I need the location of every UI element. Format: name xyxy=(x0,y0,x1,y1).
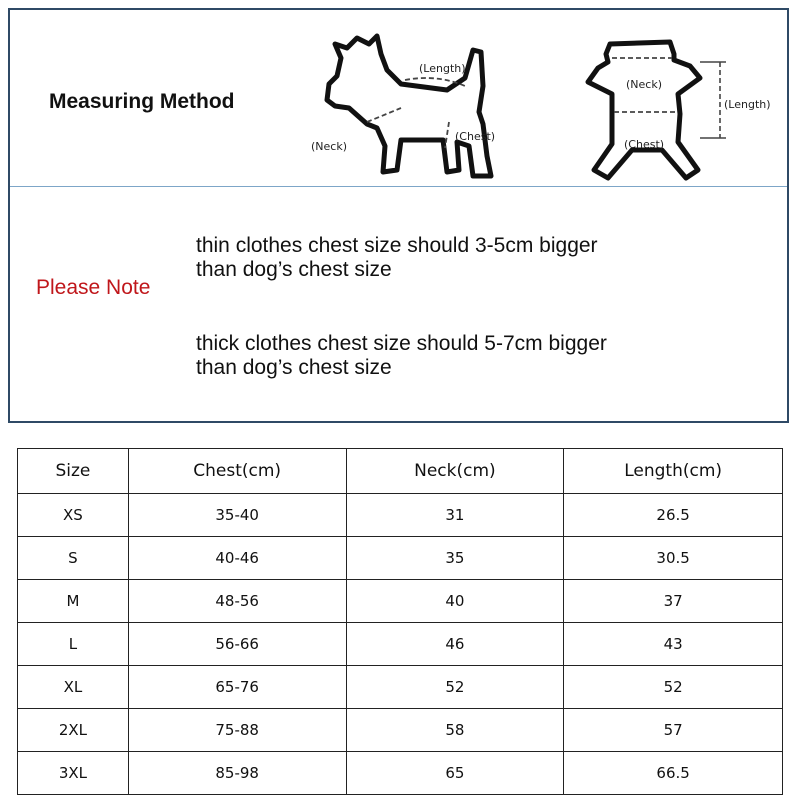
dog-neck-label: (Neck) xyxy=(311,140,347,153)
cell-chest: 56-66 xyxy=(128,623,346,666)
thin-note-line-1: thin clothes chest size should 3-5cm bigger xyxy=(196,234,598,257)
cell-neck: 46 xyxy=(346,623,564,666)
cell-chest: 65-76 xyxy=(128,666,346,709)
cell-size: M xyxy=(18,580,129,623)
thick-note-line-1: thick clothes chest size should 5-7cm bigger xyxy=(196,332,607,355)
header-length: Length(cm) xyxy=(564,449,783,494)
cell-size: L xyxy=(18,623,129,666)
cell-chest: 75-88 xyxy=(128,709,346,752)
cell-neck: 35 xyxy=(346,537,564,580)
please-note-label: Please Note xyxy=(36,276,151,299)
cell-length: 52 xyxy=(564,666,783,709)
garment-length-label: (Length) xyxy=(724,98,771,111)
size-chart-table xyxy=(17,448,783,795)
header-chest: Chest(cm) xyxy=(128,449,346,494)
cell-length: 66.5 xyxy=(564,752,783,795)
dog-chest-label: (Chest) xyxy=(455,130,496,143)
header-neck: Neck(cm) xyxy=(346,449,564,494)
cell-neck: 52 xyxy=(346,666,564,709)
cell-chest: 48-56 xyxy=(128,580,346,623)
thin-note-line-2: than dog’s chest size xyxy=(196,258,392,281)
table-header-row xyxy=(18,449,783,494)
garment-chest-label: (Chest) xyxy=(624,138,665,151)
table-row xyxy=(18,752,783,795)
cell-neck: 65 xyxy=(346,752,564,795)
cell-neck: 40 xyxy=(346,580,564,623)
cell-chest: 85-98 xyxy=(128,752,346,795)
table-row xyxy=(18,709,783,752)
section-divider xyxy=(10,186,787,187)
table-row xyxy=(18,623,783,666)
table-row xyxy=(18,537,783,580)
thick-clothes-note xyxy=(196,332,756,380)
measuring-info-panel xyxy=(8,8,789,423)
dog-measuring-diagram xyxy=(297,28,527,188)
garment-outline xyxy=(588,42,700,178)
cell-length: 57 xyxy=(564,709,783,752)
cell-size: 2XL xyxy=(18,709,129,752)
table-row xyxy=(18,580,783,623)
cell-size: S xyxy=(18,537,129,580)
dog-outline xyxy=(327,36,491,176)
cell-length: 37 xyxy=(564,580,783,623)
garment-neck-label: (Neck) xyxy=(626,78,662,91)
dog-length-label: (Length) xyxy=(419,62,466,75)
garment-measuring-diagram xyxy=(570,32,785,187)
cell-length: 26.5 xyxy=(564,494,783,537)
measuring-method-title: Measuring Method xyxy=(49,90,235,113)
thin-clothes-note xyxy=(196,234,756,282)
header-size: Size xyxy=(18,449,129,494)
cell-length: 30.5 xyxy=(564,537,783,580)
cell-size: XS xyxy=(18,494,129,537)
table-row xyxy=(18,666,783,709)
cell-length: 43 xyxy=(564,623,783,666)
cell-size: 3XL xyxy=(18,752,129,795)
cell-size: XL xyxy=(18,666,129,709)
neck-measure-line xyxy=(367,108,401,122)
cell-neck: 31 xyxy=(346,494,564,537)
cell-chest: 35-40 xyxy=(128,494,346,537)
thick-note-line-2: than dog’s chest size xyxy=(196,356,392,379)
cell-neck: 58 xyxy=(346,709,564,752)
table-row xyxy=(18,494,783,537)
cell-chest: 40-46 xyxy=(128,537,346,580)
